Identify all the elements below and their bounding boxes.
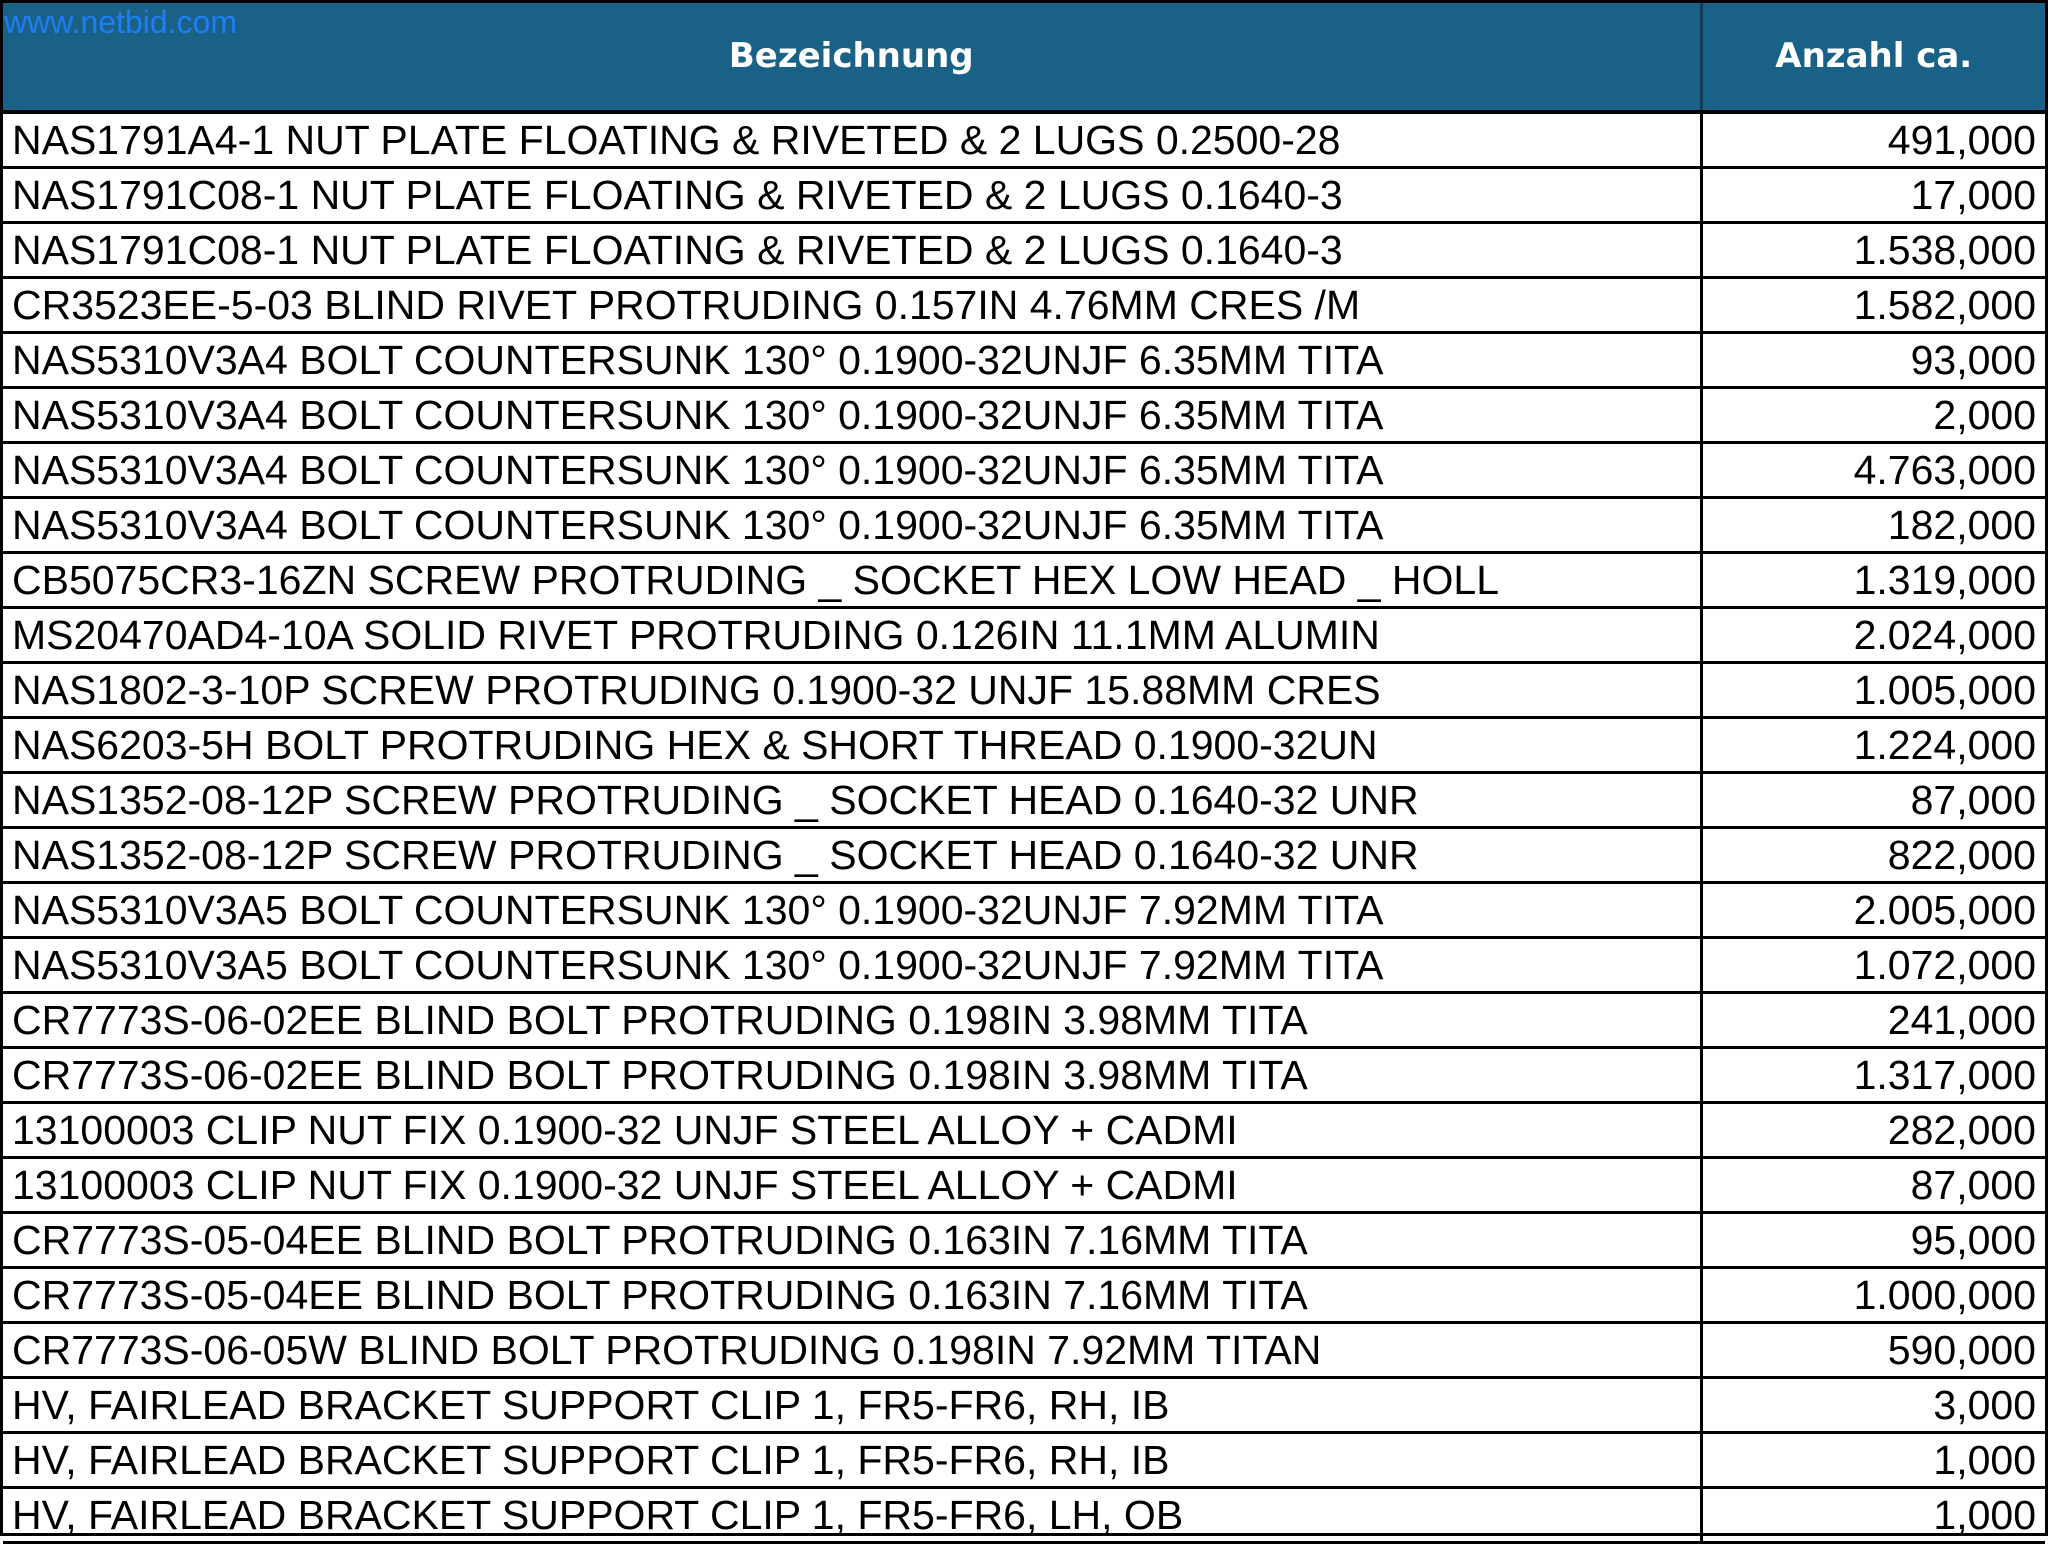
table-row [3,1323,2045,1378]
row-quantity: 93,000 [1701,333,2045,388]
row-description: CR7773S-06-02EE BLIND BOLT PROTRUDING 0.198IN 3.98MM TITA [3,993,1701,1048]
row-quantity: 3,000 [1701,1378,2045,1433]
row-description: NAS5310V3A5 BOLT COUNTERSUNK 130° 0.1900-32UNJF 7.92MM TITA [3,883,1701,938]
row-quantity: 1,000 [1701,1433,2045,1488]
row-quantity: 1.319,000 [1701,553,2045,608]
row-quantity: 1.317,000 [1701,1048,2045,1103]
row-description: NAS5310V3A4 BOLT COUNTERSUNK 130° 0.1900-32UNJF 6.35MM TITA [3,388,1701,443]
table-row [3,443,2045,498]
row-description: HV, FAIRLEAD BRACKET SUPPORT CLIP 1, FR5-FR6, LH, OB [3,1488,1701,1543]
table-row [3,498,2045,553]
table-row [3,168,2045,223]
row-description: HV, FAIRLEAD BRACKET SUPPORT CLIP 1, FR5-FR6, RH, IB [3,1378,1701,1433]
table-row [3,1158,2045,1213]
table-row [3,828,2045,883]
row-description: NAS1791A4-1 NUT PLATE FLOATING & RIVETED & 2 LUGS 0.2500-28 [3,112,1701,168]
row-description: NAS1352-08-12P SCREW PROTRUDING _ SOCKET HEAD 0.1640-32 UNR [3,773,1701,828]
row-quantity: 1.582,000 [1701,278,2045,333]
row-description: NAS1352-08-12P SCREW PROTRUDING _ SOCKET HEAD 0.1640-32 UNR [3,828,1701,883]
row-description: CB5075CR3-16ZN SCREW PROTRUDING _ SOCKET HEX LOW HEAD _ HOLL [3,553,1701,608]
table-row [3,223,2045,278]
table-row [3,388,2045,443]
row-description: CR7773S-06-02EE BLIND BOLT PROTRUDING 0.198IN 3.98MM TITA [3,1048,1701,1103]
row-description: NAS5310V3A4 BOLT COUNTERSUNK 130° 0.1900-32UNJF 6.35MM TITA [3,443,1701,498]
table-row [3,1268,2045,1323]
table-row [3,1213,2045,1268]
row-quantity: 241,000 [1701,993,2045,1048]
table-row [3,938,2045,993]
row-description: CR3523EE-5-03 BLIND RIVET PROTRUDING 0.157IN 4.76MM CRES /M [3,278,1701,333]
row-quantity: 282,000 [1701,1103,2045,1158]
row-quantity: 1,000 [1701,1488,2045,1543]
row-quantity: 87,000 [1701,1158,2045,1213]
row-quantity: 2,000 [1701,388,2045,443]
table-row [3,553,2045,608]
table-row [3,663,2045,718]
row-quantity: 1.538,000 [1701,223,2045,278]
row-description: HV, FAIRLEAD BRACKET SUPPORT CLIP 1, FR5-FR6, RH, IB [3,1433,1701,1488]
table-row [3,1433,2045,1488]
table-row [3,608,2045,663]
row-description: NAS1791C08-1 NUT PLATE FLOATING & RIVETED & 2 LUGS 0.1640-3 [3,168,1701,223]
table-body [3,112,2045,1543]
table-row [3,1378,2045,1433]
row-quantity: 182,000 [1701,498,2045,553]
row-description: NAS1802-3-10P SCREW PROTRUDING 0.1900-32 UNJF 15.88MM CRES [3,663,1701,718]
table-row [3,1048,2045,1103]
table-row [3,112,2045,168]
header-anzahl: Anzahl ca. [1701,2,2045,112]
row-quantity: 590,000 [1701,1323,2045,1378]
row-quantity: 4.763,000 [1701,443,2045,498]
row-description: NAS5310V3A4 BOLT COUNTERSUNK 130° 0.1900-32UNJF 6.35MM TITA [3,333,1701,388]
row-quantity: 95,000 [1701,1213,2045,1268]
row-quantity: 1.224,000 [1701,718,2045,773]
row-description: 13100003 CLIP NUT FIX 0.1900-32 UNJF STEEL ALLOY + CADMI [3,1158,1701,1213]
row-quantity: 2.024,000 [1701,608,2045,663]
row-quantity: 822,000 [1701,828,2045,883]
row-quantity: 87,000 [1701,773,2045,828]
parts-table [3,2,2045,1544]
row-description: CR7773S-06-05W BLIND BOLT PROTRUDING 0.198IN 7.92MM TITAN [3,1323,1701,1378]
table-row [3,773,2045,828]
row-description: NAS1791C08-1 NUT PLATE FLOATING & RIVETED & 2 LUGS 0.1640-3 [3,223,1701,278]
table-row [3,883,2045,938]
row-description: MS20470AD4-10A SOLID RIVET PROTRUDING 0.126IN 11.1MM ALUMIN [3,608,1701,663]
row-quantity: 491,000 [1701,112,2045,168]
row-description: NAS5310V3A4 BOLT COUNTERSUNK 130° 0.1900-32UNJF 6.35MM TITA [3,498,1701,553]
row-quantity: 1.005,000 [1701,663,2045,718]
row-description: 13100003 CLIP NUT FIX 0.1900-32 UNJF STEEL ALLOY + CADMI [3,1103,1701,1158]
table-row [3,1103,2045,1158]
row-quantity: 17,000 [1701,168,2045,223]
row-quantity: 2.005,000 [1701,883,2045,938]
netbid-watermark: www.netbid.com [4,4,237,40]
row-description: CR7773S-05-04EE BLIND BOLT PROTRUDING 0.163IN 7.16MM TITA [3,1213,1701,1268]
table-row [3,1488,2045,1543]
header-bezeichnung: Bezeichnung [3,2,1701,112]
row-description: NAS5310V3A5 BOLT COUNTERSUNK 130° 0.1900-32UNJF 7.92MM TITA [3,938,1701,993]
table-row [3,278,2045,333]
row-quantity: 1.072,000 [1701,938,2045,993]
header-row [3,2,2045,112]
row-description: CR7773S-05-04EE BLIND BOLT PROTRUDING 0.163IN 7.16MM TITA [3,1268,1701,1323]
row-quantity: 1.000,000 [1701,1268,2045,1323]
table-row [3,993,2045,1048]
row-description: NAS6203-5H BOLT PROTRUDING HEX & SHORT THREAD 0.1900-32UN [3,718,1701,773]
table-row [3,333,2045,388]
table-row [3,718,2045,773]
